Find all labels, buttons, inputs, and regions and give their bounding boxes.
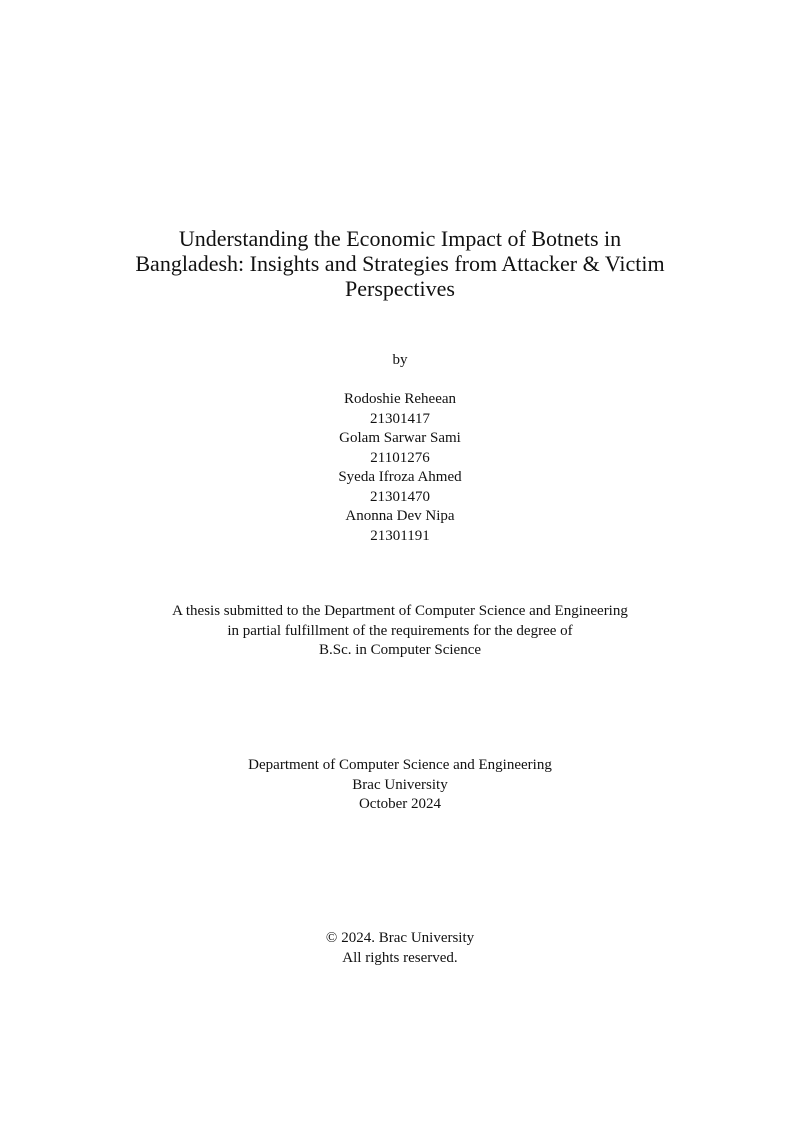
author-name: Rodoshie Reheean	[343, 391, 457, 407]
author-id: 21301417	[370, 410, 430, 427]
university-name: Brac University	[352, 776, 448, 793]
author-name: Anonna Dev Nipa	[345, 508, 455, 524]
author-name: Golam Sarwar Sami	[339, 430, 461, 446]
copyright-block	[0, 929, 800, 968]
department-name: Department of Computer Science and Engineering	[248, 757, 552, 773]
submission-statement	[0, 602, 800, 661]
author-list	[0, 390, 800, 546]
statement-line-1: A thesis submitted to the Department of Computer Science and Engineering	[172, 603, 628, 619]
rights-reserved: All rights reserved.	[342, 949, 458, 966]
copyright-line	[0, 929, 800, 949]
author-id: 21301191	[370, 527, 430, 544]
submission-date: October 2024	[358, 796, 442, 812]
author-name: Syeda Ifroza Ahmed	[338, 469, 462, 485]
statement-line-3: B.Sc. in Computer Science	[318, 642, 482, 658]
author-id: 21301470	[370, 488, 430, 505]
title-line-1: Understanding the Economic Impact of Botnets in	[178, 226, 622, 251]
copyright-text: 2024. Brac University	[341, 930, 475, 946]
title-line-3: Perspectives	[345, 276, 455, 301]
thesis-title	[0, 226, 800, 301]
copyright-icon: ©	[325, 930, 338, 946]
by-label: by	[392, 352, 408, 368]
statement-line-2: in partial fulfillment of the requirements for the degree of	[227, 622, 573, 639]
author-id: 21101276	[370, 449, 430, 466]
affiliation-block	[0, 756, 800, 815]
title-line-2: Bangladesh: Insights and Strategies from Attacker & Victim	[135, 251, 665, 276]
